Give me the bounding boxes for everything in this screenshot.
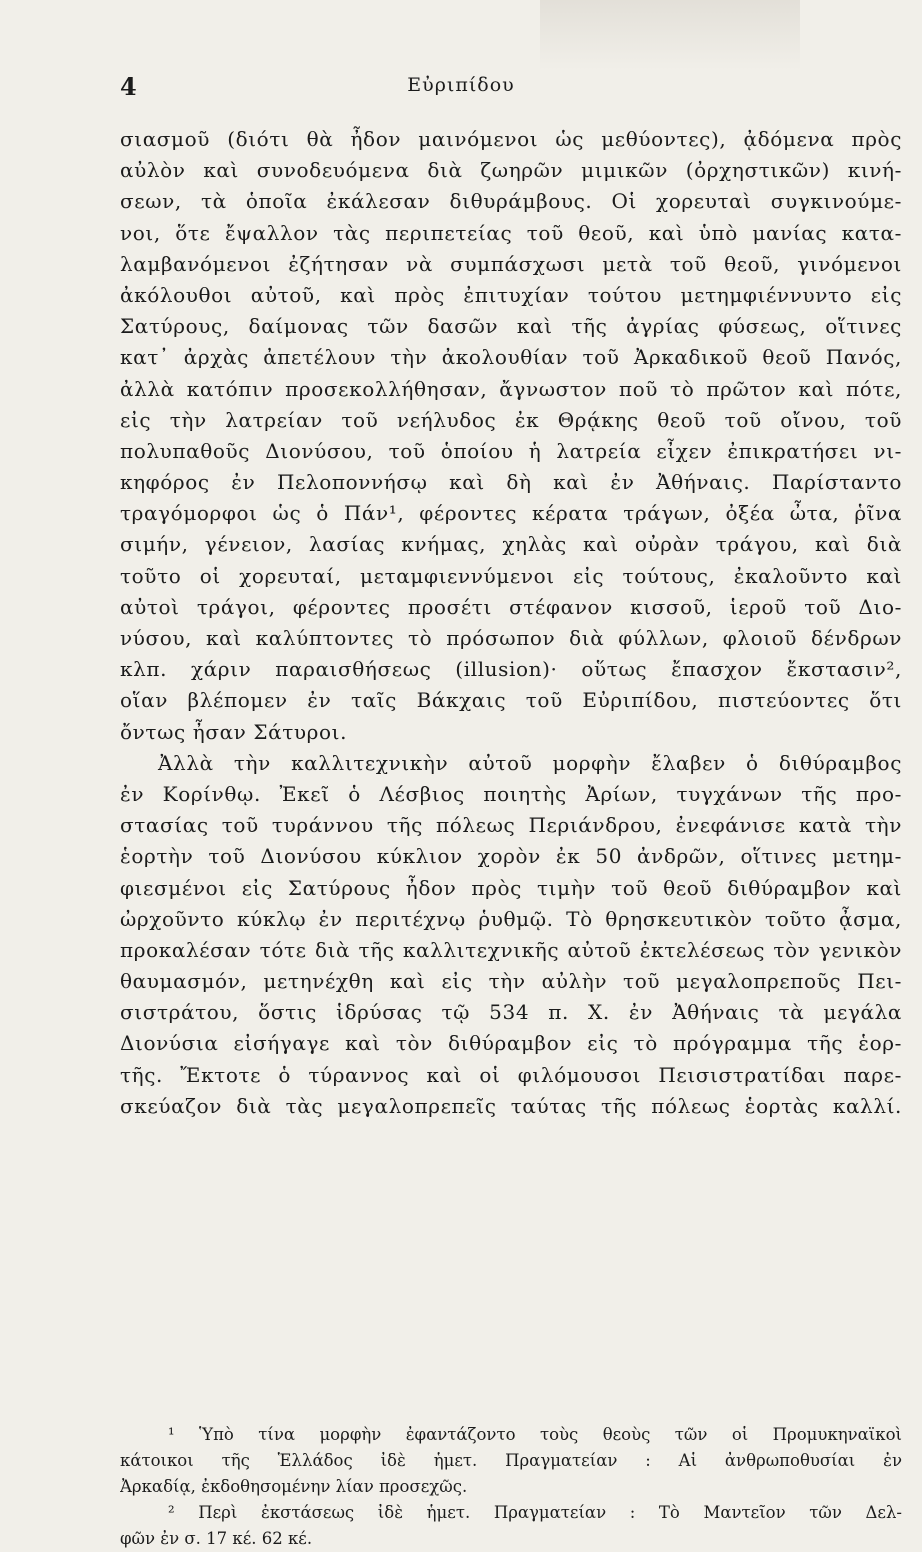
text-line: ἐν Κορίνθῳ. Ἐκεῖ ὁ Λέσβιος ποιητὴς Ἀρίων, τυγχάνων τῆς προ- (120, 781, 902, 806)
body-text (120, 124, 902, 1122)
paragraph-start-line: Ἀλλὰ τὴν καλλιτεχνικὴν αὐτοῦ μορφὴν ἔλαβεν ὁ διθύραμβος (158, 750, 902, 775)
text-line: αὐτοὶ τράγοι, φέροντες προσέτι στέφανον κισσοῦ, ἱεροῦ τοῦ Διο- (120, 594, 902, 619)
text-line: ὠρχοῦντο κύκλῳ ἐν περιτέχνῳ ῥυθμῷ. Τὸ θρησκευτικὸν τοῦτο ᾆσμα, (120, 906, 902, 931)
text-line: Διονύσια εἰσήγαγε καὶ τὸν διθύραμβον εἰς τὸ πρόγραμμα τῆς ἑορ- (120, 1031, 902, 1056)
text-line: σκεύαζον διὰ τὰς μεγαλοπρεπεῖς ταύτας τῆς πόλεως ἑορτὰς καλλί. (120, 1093, 902, 1118)
text-line: θαυμασμόν, μετηνέχθη καὶ εἰς τὴν αὐλὴν τοῦ μεγαλοπρεποῦς Πει- (120, 969, 902, 994)
text-line: λαμβανόμενοι ἐζήτησαν νὰ συμπάσχωσι μετὰ τοῦ θεοῦ, γινόμενοι (120, 251, 902, 276)
paragraph-end-line: ὄντως ἦσαν Σάτυροι. (120, 719, 348, 744)
text-line: νοι, ὅτε ἔψαλλον τὰς περιπετείας τοῦ θεοῦ, καὶ ὑπὸ μανίας κατα- (120, 220, 902, 245)
bleed-through-mark (540, 0, 800, 70)
footnote-1-line: κάτοικοι τῆς Ἑλλάδος ἰδὲ ἡμετ. Πραγματείαν : Αἱ ἀνθρωποθυσίαι ἐν (120, 1451, 902, 1470)
text-line: ἀκόλουθοι αὐτοῦ, καὶ πρὸς ἐπιτυχίαν τούτου μετημφιέννυντο εἰς (120, 282, 902, 307)
text-line: σιμήν, γένειον, λασίας κνήμας, χηλὰς καὶ οὐρὰν τράγου, καὶ διὰ (120, 532, 902, 557)
text-line: φιεσμένοι εἰς Σατύρους ἦδον πρὸς τιμὴν τοῦ θεοῦ διθύραμβον καὶ (120, 875, 902, 900)
text-line: σιασμοῦ (διότι θὰ ἦδον μαινόμενοι ὡς μεθύοντες), ᾀδόμενα πρὸς (120, 127, 902, 151)
text-line: στασίας τοῦ τυράννου τῆς πόλεως Περιάνδρου, ἐνεφάνισε κατὰ τὴν (120, 813, 902, 838)
footnote-2-line: φῶν ἐν σ. 17 κέ. 62 κέ. (120, 1529, 313, 1548)
footnote-1-line: Ἀρκαδίᾳ, ἐκδοθησομένην λίαν προσεχῶς. (120, 1477, 468, 1496)
text-line: αὐλὸν καὶ συνοδευόμενα διὰ ζωηρῶν μιμικῶν (ὀρχηστικῶν) κινή- (120, 158, 902, 183)
text-line: προκαλέσαν τότε διὰ τῆς καλλιτεχνικῆς αὐτοῦ ἐκτελέσεως τὸν γενικὸν (120, 937, 902, 962)
page-header (0, 72, 922, 102)
text-line: οἵαν βλέπομεν ἐν ταῖς Βάκχαις τοῦ Εὐριπίδου, πιστεύοντες ὅτι (120, 688, 902, 713)
footnote-2-line: ² Περὶ ἐκστάσεως ἰδὲ ἡμετ. Πραγματείαν : Τὸ Μαντεῖον τῶν Δελ- (168, 1503, 902, 1522)
footnote-1-line: ¹ Ὑπὸ τίνα μορφὴν ἐφαντάζοντο τοὺς θεοὺς τῶν οἱ Προμυκηναϊκοὶ (168, 1425, 902, 1444)
text-line: σιστράτου, ὅστις ἱδρύσας τῷ 534 π. Χ. ἐν Ἀθήναις τὰ μεγάλα (120, 1000, 902, 1025)
text-line: κηφόρος ἐν Πελοποννήσῳ καὶ δὴ καὶ ἐν Ἀθήναις. Παρίσταντο (120, 470, 902, 495)
text-line: τοῦτο οἱ χορευταί, μεταμφιεννύμενοι εἰς τούτους, ἐκαλοῦντο καὶ (120, 563, 902, 588)
text-line: κατ᾽ ἀρχὰς ἀπετέλουν τὴν ἀκολουθίαν τοῦ Ἀρκαδικοῦ θεοῦ Πανός, (120, 345, 902, 370)
page-number: 4 (120, 72, 137, 101)
text-line: τῆς. Ἔκτοτε ὁ τύραννος καὶ οἱ φιλόμουσοι Πεισιστρατίδαι παρε- (120, 1062, 902, 1087)
footnotes (120, 1422, 902, 1552)
text-line: νύσου, καὶ καλύπτοντες τὸ πρόσωπον διὰ φύλλων, φλοιοῦ δένδρων (120, 626, 902, 650)
text-line: τραγόμορφοι ὡς ὁ Πάν¹, φέροντες κέρατα τράγων, ὀξέα ὦτα, ῥῖνα (120, 501, 902, 526)
text-line: εἰς τὴν λατρείαν τοῦ νεήλυδος ἐκ Θρᾴκης θεοῦ τοῦ οἴνου, τοῦ (120, 407, 902, 432)
text-line: ἑορτὴν τοῦ Διονύσου κύκλιον χορὸν ἐκ 50 ἀνδρῶν, οἵτινες μετημ- (120, 844, 902, 869)
text-line: Σατύρους, δαίμονας τῶν δασῶν καὶ τῆς ἀγρίας φύσεως, οἵτινες (120, 314, 902, 339)
text-line: ἀλλὰ κατόπιν προσεκολλήθησαν, ἄγνωστον ποῦ τὸ πρῶτον καὶ πότε, (120, 376, 902, 401)
running-head: Εὐριπίδου (407, 74, 515, 96)
text-line: σεων, τὰ ὁποῖα ἐκάλεσαν διθυράμβους. Οἱ χορευταὶ συγκινούμε- (120, 189, 902, 214)
text-line: κλπ. χάριν παραισθήσεως (illusion)· οὕτως ἔπασχον ἔκστασιν², (120, 657, 902, 682)
text-line: πολυπαθοῦς Διονύσου, τοῦ ὁποίου ἡ λατρεία εἶχεν ἐπικρατήσει νι- (120, 438, 902, 463)
